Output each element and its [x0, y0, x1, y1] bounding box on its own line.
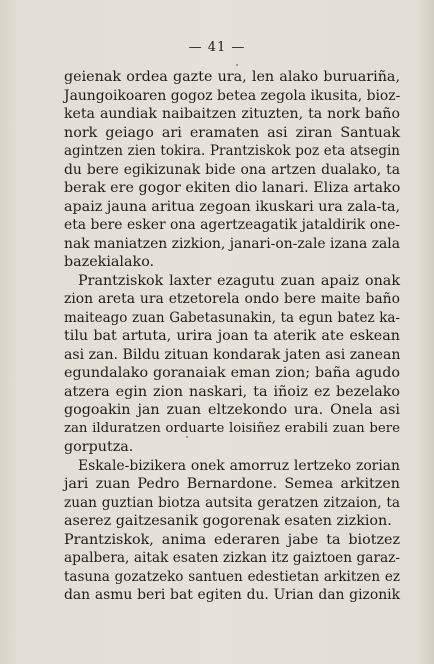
text-line: apaiz jauna aritua zegoan ikuskari ura zala-ta, — [64, 198, 401, 215]
text-line: apalbera, aitak esaten zizkan itz gaiztoen garaz- — [64, 550, 400, 566]
text-line: gorputza. — [64, 439, 134, 455]
text-line: aserez gaitzesanik gogorenak esaten zizkion. — [64, 513, 392, 529]
text-line: dan asmu beri bat egiten du. Urian dan gizonik — [64, 587, 400, 603]
text-line: agintzen zien tokira. Prantziskok poz eta atsegin — [64, 143, 400, 159]
text-line: asi zan. Bildu zituan kondarak jaten asi zanean — [64, 346, 401, 363]
text-line: nork geiago ari eramaten asi ziran Santuak — [64, 124, 400, 141]
text-line: zuan guztian biotza autsita geratzen zitzaion, ta — [64, 494, 400, 511]
text-line: Jaungoikoaren gogoz betea zegola ikusita, bioz- — [64, 87, 401, 104]
text-line: zan ilduratzen orduarte loisiñez erabili zuan bere — [64, 420, 400, 436]
text-line: atzera egin zion naskari, ta iñoiz ez bezelako — [64, 383, 400, 400]
text-line: bazekialako. — [64, 254, 155, 270]
text-line: egundalako goranaiak eman zion; baña agudo — [64, 365, 400, 381]
text-line: eta bere esker ona agertzeagatik jataldirik one- — [64, 217, 400, 233]
text-line: maiteago zuan Gabetasunakin, ta egun batez ka- — [64, 309, 400, 326]
text-line: geienak ordea gazte ura, len alako buruariña, — [64, 69, 400, 85]
text-line: tasuna gozatzeko santuen edestietan arkitzen ez — [64, 568, 400, 585]
text-line: gogoakin jan zuan eltzekondo ura. Onela asi — [64, 402, 400, 418]
body-text — [64, 68, 400, 605]
text-line: nak maniatzen zizkion, janari-on-zale izana zala — [64, 235, 401, 252]
text-line: Eskale-bizikera onek amorruz lertzeko zorian — [78, 457, 400, 474]
page-number: — 41 — — [188, 40, 246, 55]
text-line: tilu bat artuta, urira joan ta aterik ate eskean — [64, 328, 400, 344]
text-line: jari zuan Pedro Bernardone. Semea arkitzen — [64, 476, 400, 492]
text-line: Prantziskok laxter ezagutu zuan apaiz onak — [78, 272, 400, 289]
text-line: zion areta ura etzetorela ondo bere maite baño — [64, 291, 400, 307]
text-line: berak ere gogor ekiten dio lanari. Eliza artako — [64, 180, 401, 196]
text-line: du bere egikizunak bide ona artzen dualako, ta — [64, 161, 400, 178]
text-line: keta aundiak naibaitzen zituzten, ta nork baño — [64, 106, 400, 122]
paper-speck — [186, 436, 188, 438]
text-line: Prantziskok, anima ederaren jabe ta biotzez — [64, 531, 400, 548]
paper-speck — [236, 64, 238, 66]
